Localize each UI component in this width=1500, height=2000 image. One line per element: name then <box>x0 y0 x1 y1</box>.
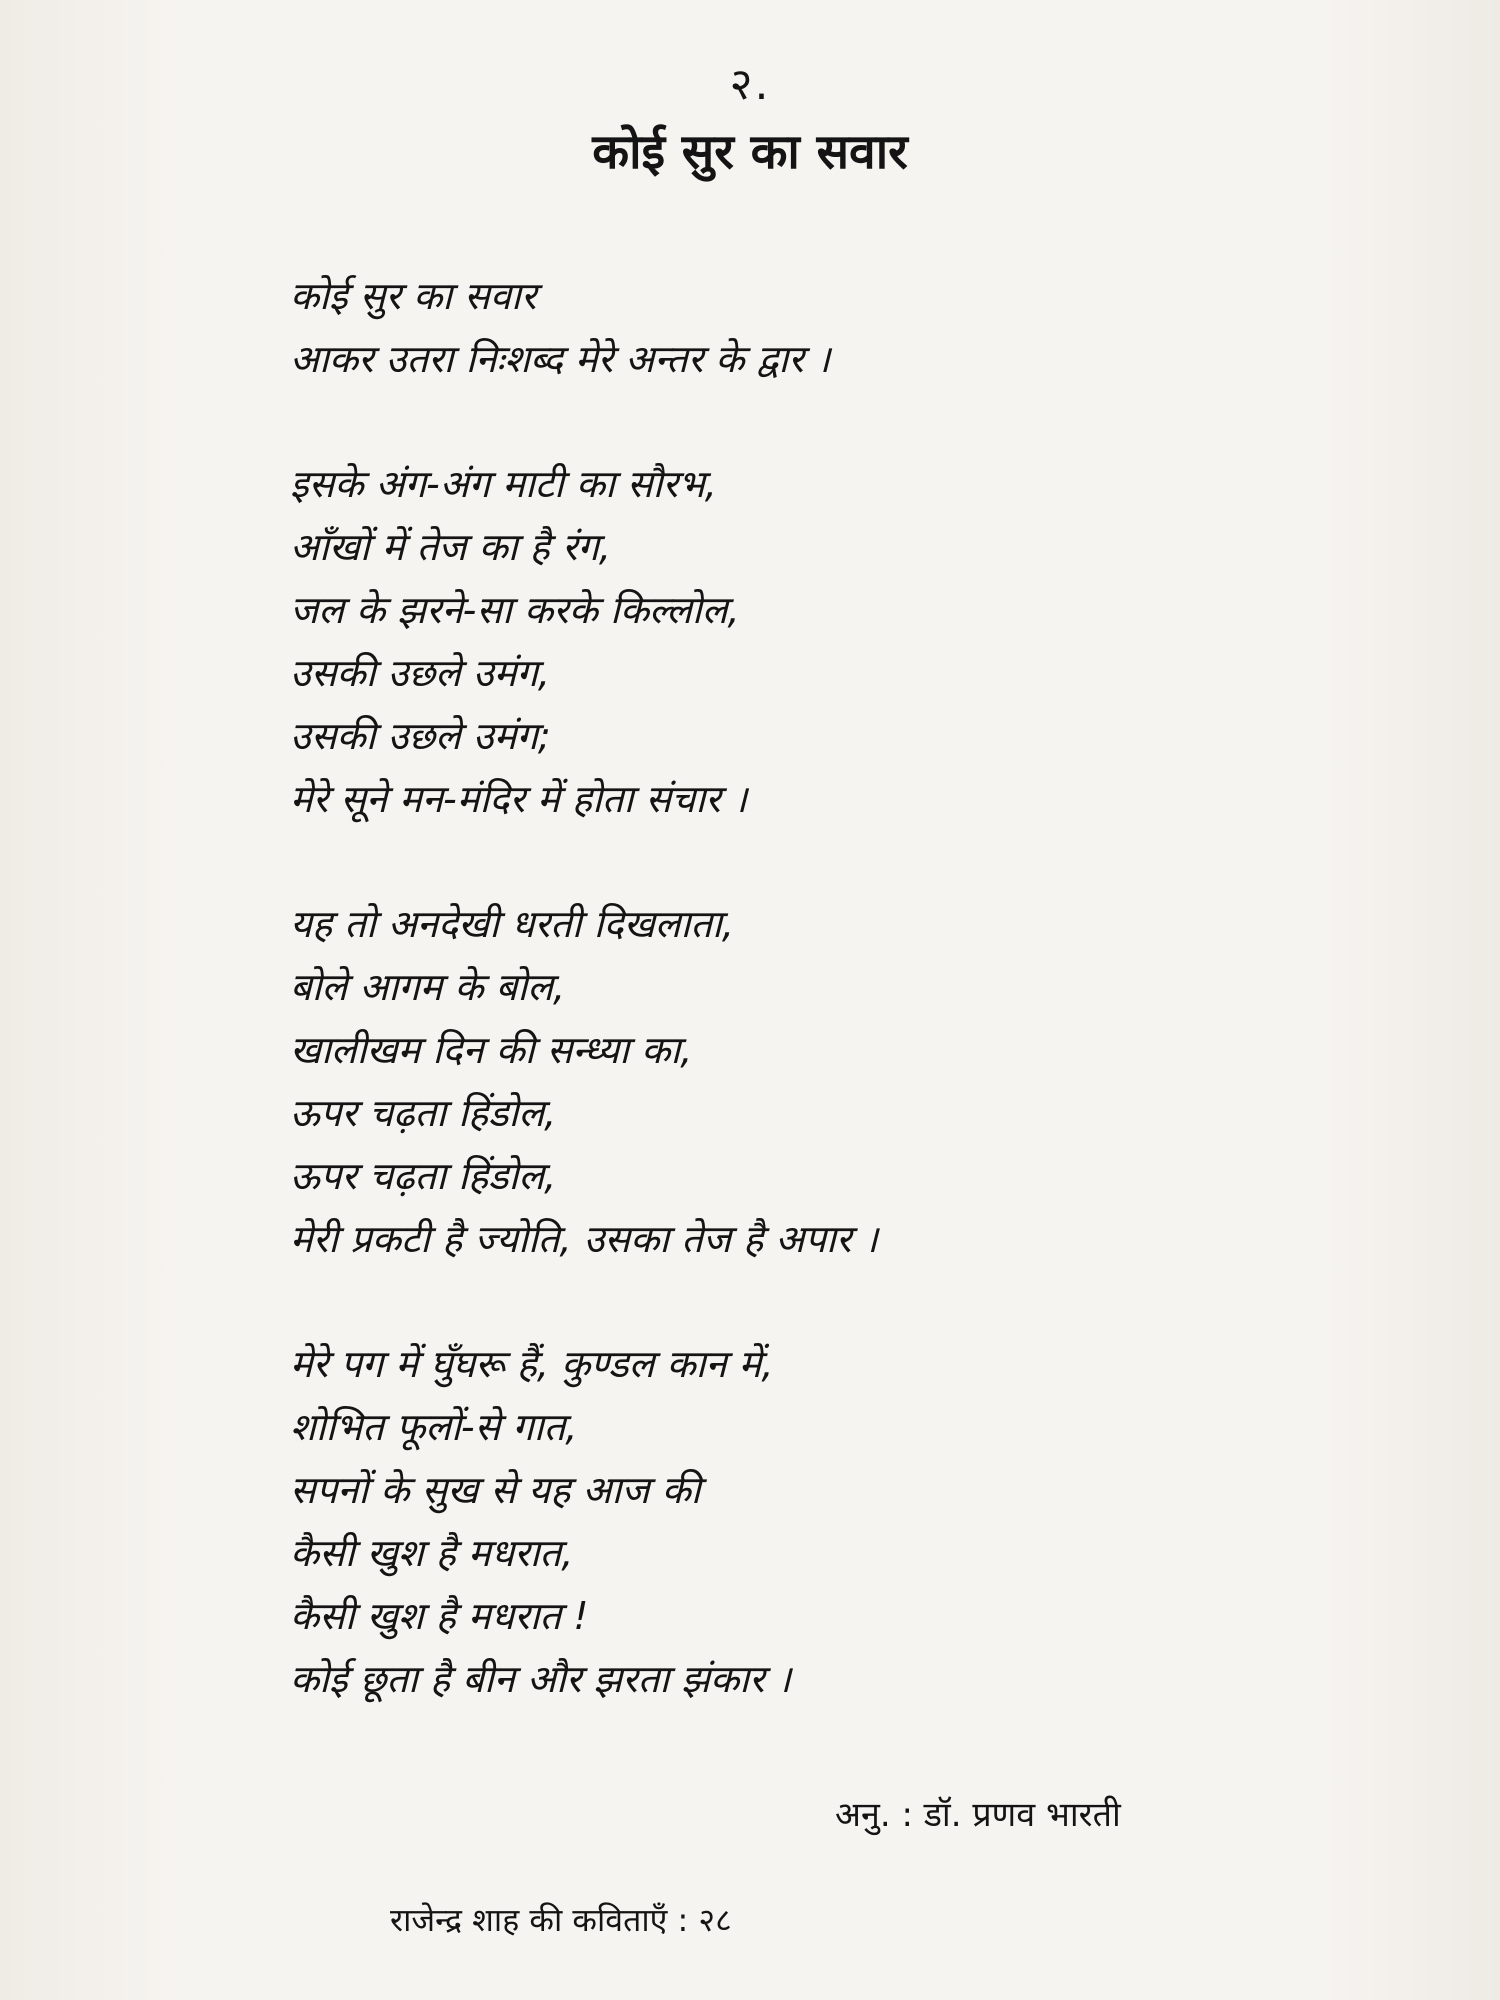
stanza-2 <box>290 453 1410 831</box>
translator-credit: अनु. : डॉ. प्रणव भारती <box>835 1795 1121 1835</box>
poem-line: सपनों के सुख से यह आज की <box>290 1468 701 1512</box>
poem-line: कैसी खुश है मधरात ! <box>290 1594 589 1638</box>
stanza-4 <box>290 1333 1410 1711</box>
poem-line: इसके अंग-अंग माटी का सौरभ, <box>290 462 717 506</box>
poem-line: उसकी उछले उमंग; <box>290 714 551 758</box>
poem-line: आकर उतरा निःशब्द मेरे अन्तर के द्वार । <box>290 337 831 381</box>
poem-line: उसकी उछले उमंग, <box>290 651 550 695</box>
poem-line: ऊपर चढ़ता हिंडोल, <box>290 1154 557 1198</box>
poem-number: २. <box>729 59 771 110</box>
poem-line: कैसी खुश है मधरात, <box>290 1531 574 1575</box>
poem-line: मेरी प्रकटी है ज्योति, उसका तेज है अपार । <box>290 1217 878 1261</box>
poem-line: ऊपर चढ़ता हिंडोल, <box>290 1091 557 1135</box>
page-footer: राजेन्द्र शाह की कविताएँ : २८ <box>390 1901 732 1939</box>
poem-line: जल के झरने-सा करके किल्लोल, <box>290 588 740 632</box>
poem-title: कोई सुर का सवार <box>592 124 908 180</box>
poem-line: खालीखम दिन की सन्ध्या का, <box>290 1028 693 1072</box>
poem-line: मेरे सूने मन-मंदिर में होता संचार । <box>290 777 748 821</box>
poem-line: बोले आगम के बोल, <box>290 965 566 1009</box>
poem-line: यह तो अनदेखी धरती दिखलाता, <box>290 902 734 946</box>
poem-line: शोभित फूलों-से गात, <box>290 1405 578 1449</box>
poem-line: मेरे पग में घुँघरू हैं, कुण्डल कान में, <box>290 1342 774 1386</box>
stanza-3 <box>290 893 1410 1271</box>
poem-line: कोई छूता है बीन और झरता झंकार । <box>290 1657 792 1701</box>
poem-body <box>290 265 1410 1773</box>
poem-line: आँखों में तेज का है रंग, <box>290 525 611 569</box>
poem-line: कोई सुर का सवार <box>290 274 537 318</box>
stanza-1 <box>290 265 1410 391</box>
